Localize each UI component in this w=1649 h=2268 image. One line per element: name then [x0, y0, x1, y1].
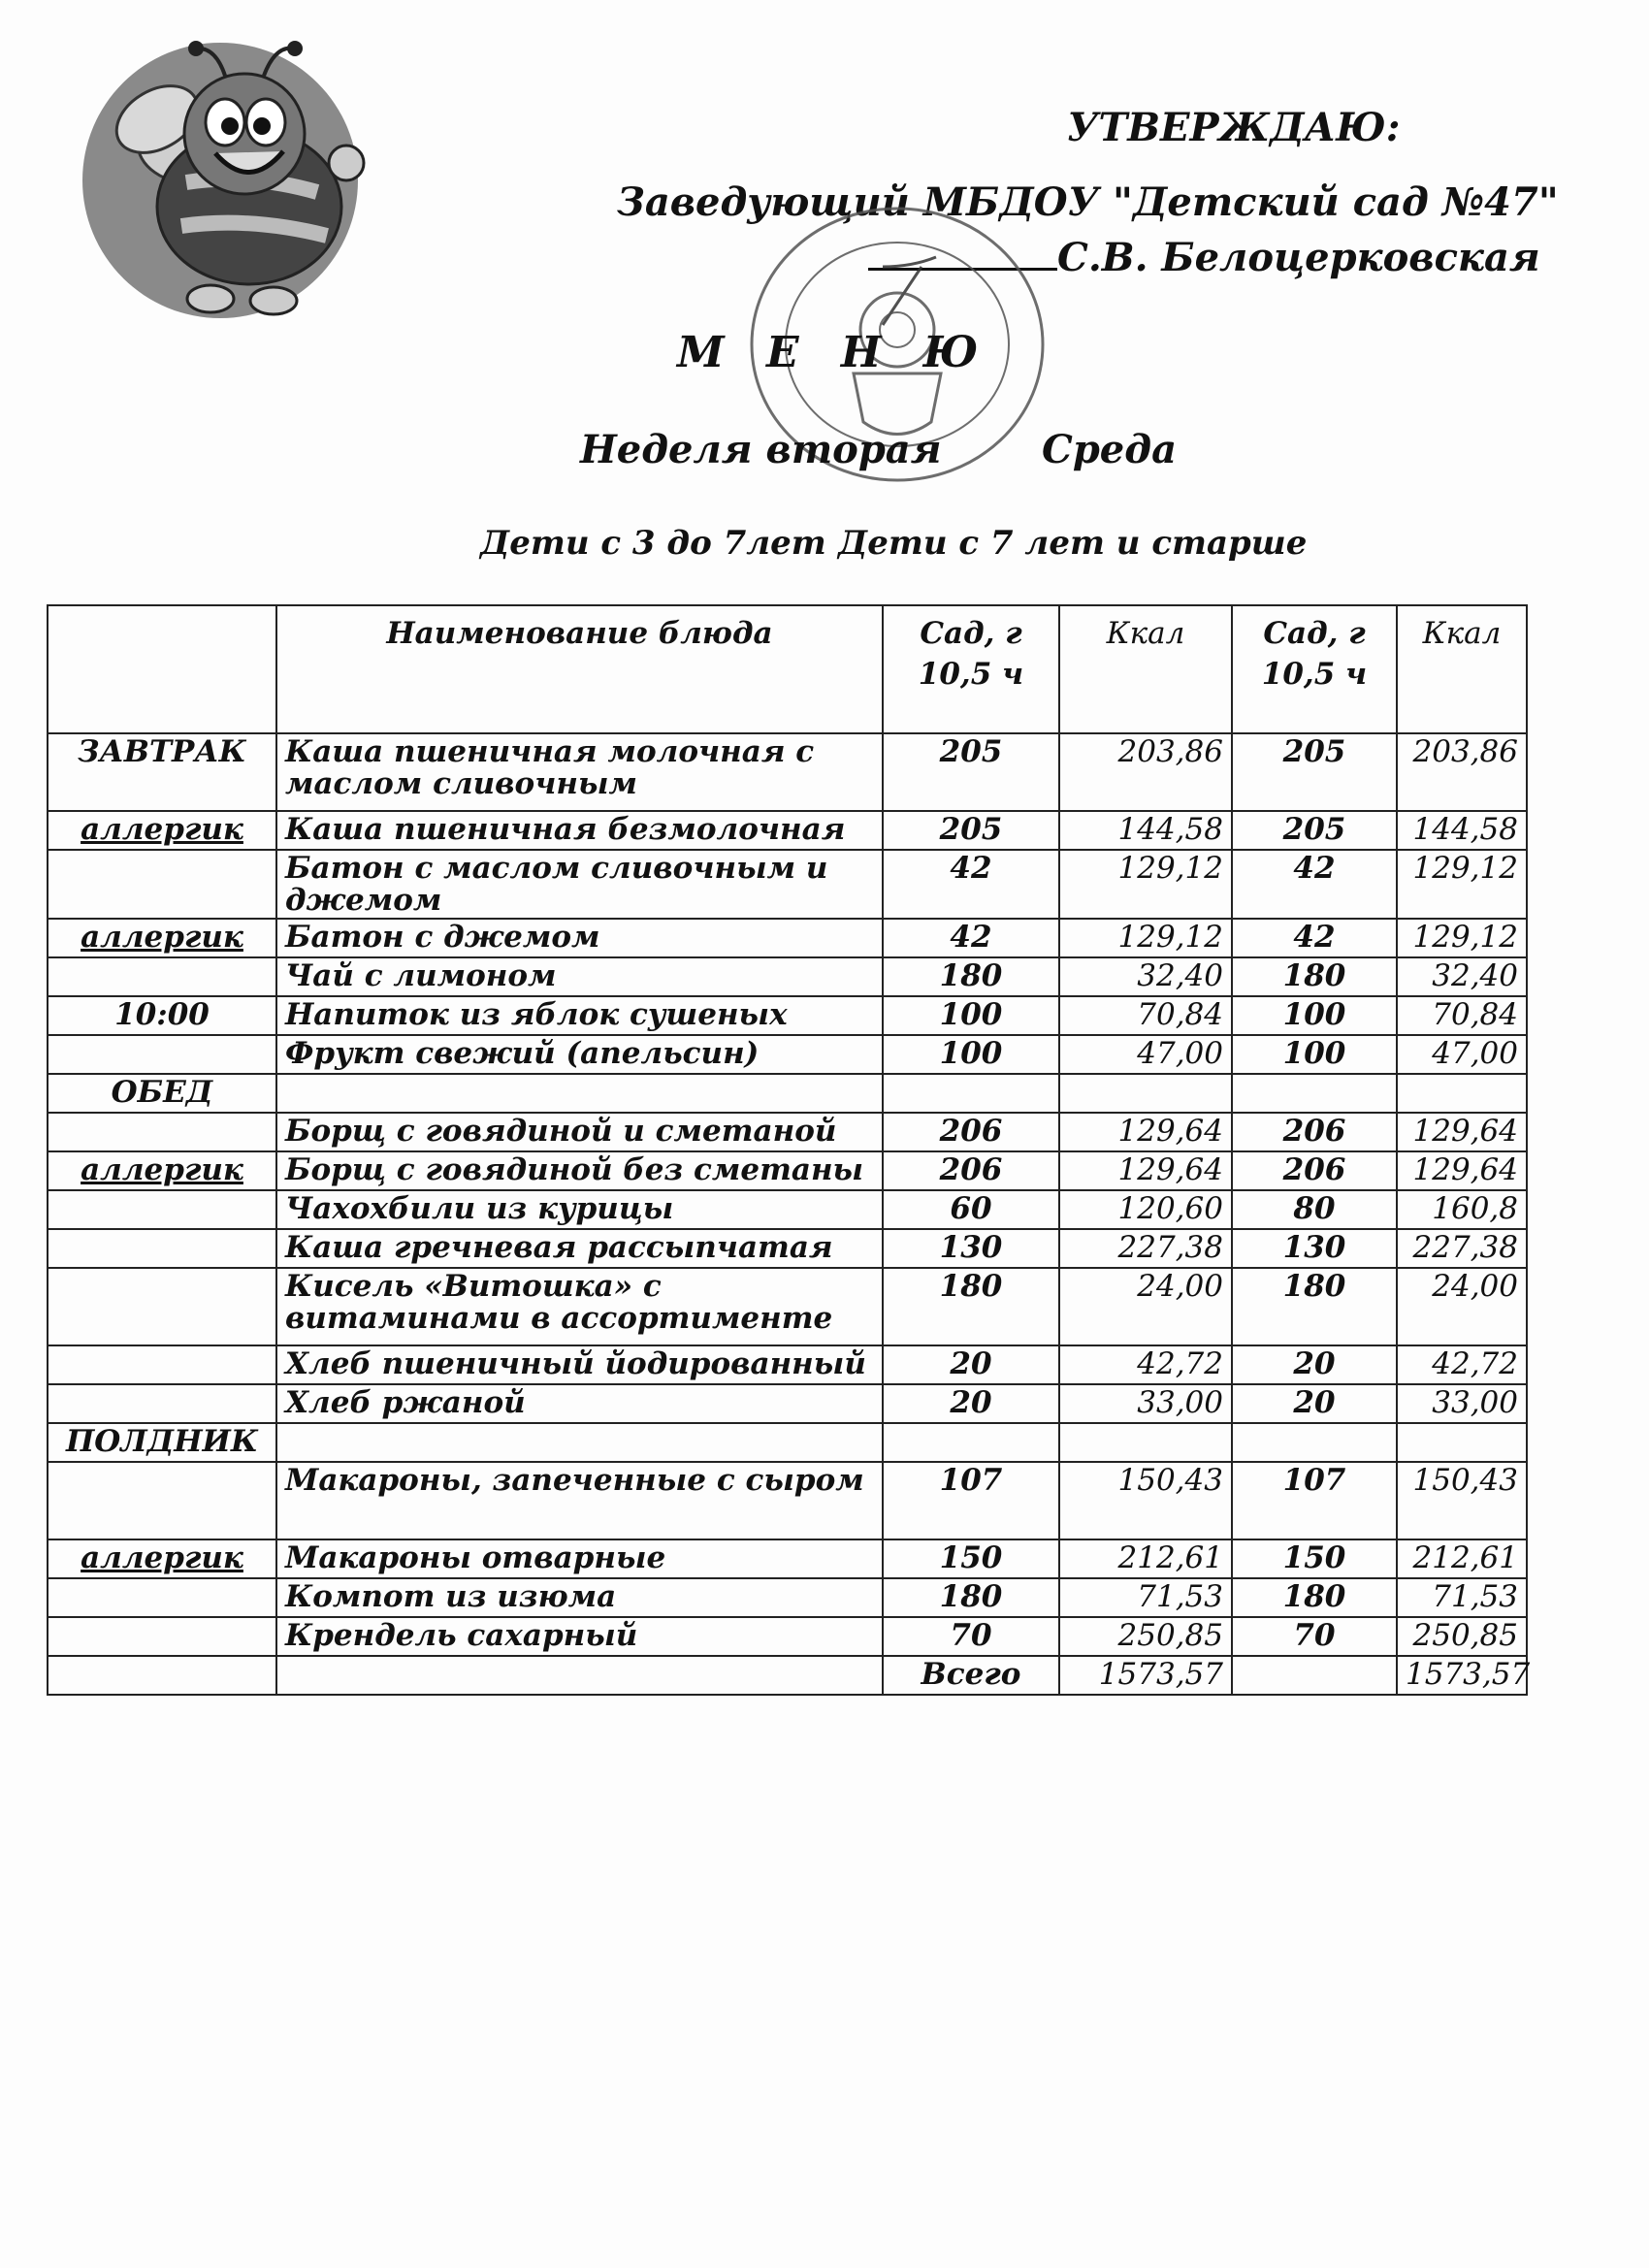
- header-dish-name: Наименование блюда: [276, 605, 883, 733]
- dish-name-cell: Хлеб пшеничный йодированный: [276, 1345, 883, 1384]
- grams-young-cell: 180: [883, 1578, 1059, 1617]
- header-kcal: Ккал: [1059, 605, 1232, 733]
- dish-name-cell: Напиток из яблок сушеных: [276, 996, 883, 1035]
- dish-name-cell: Фрукт свежий (апельсин): [276, 1035, 883, 1074]
- grams-old-cell: 70: [1232, 1617, 1397, 1656]
- kcal-old-cell: 129,12: [1397, 850, 1527, 919]
- meal-cell: [48, 1229, 276, 1268]
- kcal-old-cell: 71,53: [1397, 1578, 1527, 1617]
- grams-young-cell: 180: [883, 957, 1059, 996]
- kcal-young-cell: 71,53: [1059, 1578, 1232, 1617]
- header-kcal-2: Ккал: [1397, 605, 1527, 733]
- dish-name-cell: Чай с лимоном: [276, 957, 883, 996]
- kcal-old-cell: [1397, 1423, 1527, 1462]
- grams-old-cell: 180: [1232, 957, 1397, 996]
- dish-name-cell: Борщ с говядиной без сметаны: [276, 1151, 883, 1190]
- kcal-old-cell: 129,64: [1397, 1113, 1527, 1151]
- table-row: [48, 996, 1527, 1035]
- table-row: [48, 1190, 1527, 1229]
- kcal-old-cell: 42,72: [1397, 1345, 1527, 1384]
- kcal-young-cell: 129,64: [1059, 1113, 1232, 1151]
- kcal-old-cell: 24,00: [1397, 1268, 1527, 1345]
- grams-old-cell: 80: [1232, 1190, 1397, 1229]
- meal-cell: аллергик: [48, 1151, 276, 1190]
- dish-name-cell: Каша пшеничная молочная с маслом сливочным: [276, 733, 883, 811]
- grams-old-cell: 130: [1232, 1229, 1397, 1268]
- dish-name-cell: Крендель сахарный: [276, 1617, 883, 1656]
- grams-young-cell: 107: [883, 1462, 1059, 1539]
- kcal-old-cell: 160,8: [1397, 1190, 1527, 1229]
- kcal-young-cell: 129,64: [1059, 1151, 1232, 1190]
- kcal-young-cell: 47,00: [1059, 1035, 1232, 1074]
- grams-old-cell: 20: [1232, 1384, 1397, 1423]
- table-row: [48, 919, 1527, 957]
- table-row: [48, 1578, 1527, 1617]
- meal-cell: [48, 1035, 276, 1074]
- table-row: [48, 850, 1527, 919]
- kcal-old-cell: 129,12: [1397, 919, 1527, 957]
- dish-name-cell: Макароны отварные: [276, 1539, 883, 1578]
- grams-old-cell: 107: [1232, 1462, 1397, 1539]
- grams-young-cell: 20: [883, 1345, 1059, 1384]
- grams-old-cell: 150: [1232, 1539, 1397, 1578]
- header-garden-grams: Сад, г 10,5 ч: [883, 605, 1059, 733]
- grams-young-cell: [883, 1423, 1059, 1462]
- total-empty-2: [276, 1656, 883, 1695]
- kcal-old-cell: 250,85: [1397, 1617, 1527, 1656]
- meal-cell: [48, 850, 276, 919]
- kcal-young-cell: 70,84: [1059, 996, 1232, 1035]
- table-row: [48, 1074, 1527, 1113]
- kcal-young-cell: 150,43: [1059, 1462, 1232, 1539]
- table-row: [48, 1423, 1527, 1462]
- kcal-young-cell: 42,72: [1059, 1345, 1232, 1384]
- dish-name-cell: Борщ с говядиной и сметаной: [276, 1113, 883, 1151]
- approval-title: УТВЕРЖДАЮ:: [1067, 105, 1401, 150]
- approval-position: Заведующий МБДОУ "Детский сад №47": [617, 179, 1559, 225]
- grams-old-cell: 180: [1232, 1578, 1397, 1617]
- kcal-old-cell: 47,00: [1397, 1035, 1527, 1074]
- meal-cell: [48, 1190, 276, 1229]
- grams-old-cell: 206: [1232, 1151, 1397, 1190]
- table-row: [48, 957, 1527, 996]
- grams-young-cell: 130: [883, 1229, 1059, 1268]
- dish-name-cell: Батон с джемом: [276, 919, 883, 957]
- kcal-old-cell: 144,58: [1397, 811, 1527, 850]
- table-row: [48, 1113, 1527, 1151]
- grams-old-cell: 180: [1232, 1268, 1397, 1345]
- grams-young-cell: 100: [883, 1035, 1059, 1074]
- grams-young-cell: 205: [883, 733, 1059, 811]
- grams-young-cell: 60: [883, 1190, 1059, 1229]
- kcal-young-cell: [1059, 1423, 1232, 1462]
- kcal-old-cell: 70,84: [1397, 996, 1527, 1035]
- grams-young-cell: 42: [883, 919, 1059, 957]
- kcal-young-cell: 144,58: [1059, 811, 1232, 850]
- age-group-old: Дети с 7 лет и старше: [838, 524, 1308, 563]
- total-kcal-old: 1573,57: [1397, 1656, 1527, 1695]
- grams-young-cell: [883, 1074, 1059, 1113]
- meal-cell: [48, 1462, 276, 1539]
- dish-name-cell: Каша гречневая рассыпчатая: [276, 1229, 883, 1268]
- table-row: [48, 1229, 1527, 1268]
- kcal-old-cell: 32,40: [1397, 957, 1527, 996]
- kcal-young-cell: 212,61: [1059, 1539, 1232, 1578]
- grams-old-cell: [1232, 1423, 1397, 1462]
- table-row: [48, 811, 1527, 850]
- menu-table-body: [48, 733, 1531, 1695]
- dish-name-cell: Хлеб ржаной: [276, 1384, 883, 1423]
- grams-old-cell: 42: [1232, 850, 1397, 919]
- meal-cell: [48, 1268, 276, 1345]
- grams-old-cell: 205: [1232, 811, 1397, 850]
- kcal-young-cell: 250,85: [1059, 1617, 1232, 1656]
- menu-table: [47, 604, 1531, 1696]
- total-label: Всего: [883, 1656, 1059, 1695]
- dish-name-cell: [276, 1423, 883, 1462]
- meal-cell: [48, 1578, 276, 1617]
- grams-young-cell: 20: [883, 1384, 1059, 1423]
- dish-name-cell: Батон с маслом сливочным и джемом: [276, 850, 883, 919]
- table-row: [48, 1462, 1527, 1539]
- menu-title: М Е Н Ю: [677, 328, 992, 377]
- meal-cell: [48, 1384, 276, 1423]
- meal-cell: аллергик: [48, 919, 276, 957]
- total-kcal-young: 1573,57: [1059, 1656, 1232, 1695]
- age-group-young: Дети с 3 до 7лет: [480, 524, 826, 563]
- grams-old-cell: 42: [1232, 919, 1397, 957]
- total-row: [48, 1656, 1527, 1695]
- kcal-young-cell: [1059, 1074, 1232, 1113]
- dish-name-cell: Чахохбили из курицы: [276, 1190, 883, 1229]
- table-row: [48, 1617, 1527, 1656]
- kcal-young-cell: 227,38: [1059, 1229, 1232, 1268]
- meal-cell: аллергик: [48, 811, 276, 850]
- grams-young-cell: 70: [883, 1617, 1059, 1656]
- kcal-young-cell: 129,12: [1059, 850, 1232, 919]
- grams-old-cell: 100: [1232, 1035, 1397, 1074]
- week-label: Неделя вторая: [580, 427, 942, 472]
- dish-name-cell: Компот из изюма: [276, 1578, 883, 1617]
- dish-name-cell: Макароны, запеченные с сыром: [276, 1462, 883, 1539]
- dish-name-cell: Каша пшеничная безмолочная: [276, 811, 883, 850]
- kcal-old-cell: 227,38: [1397, 1229, 1527, 1268]
- meal-cell: [48, 957, 276, 996]
- table-row: [48, 1539, 1527, 1578]
- approval-signature-name: С.В. Белоцерковская: [1057, 235, 1540, 280]
- grams-young-cell: 100: [883, 996, 1059, 1035]
- header-meal: [48, 605, 276, 733]
- kcal-young-cell: 120,60: [1059, 1190, 1232, 1229]
- kcal-young-cell: 32,40: [1059, 957, 1232, 996]
- table-row: [48, 733, 1527, 811]
- header-garden-grams-2: Сад, г 10,5 ч: [1232, 605, 1397, 733]
- meal-cell: [48, 1617, 276, 1656]
- meal-cell: 10:00: [48, 996, 276, 1035]
- grams-old-cell: 205: [1232, 733, 1397, 811]
- kcal-old-cell: 203,86: [1397, 733, 1527, 811]
- meal-cell: ЗАВТРАК: [48, 733, 276, 811]
- kcal-old-cell: 150,43: [1397, 1462, 1527, 1539]
- table-row: [48, 1151, 1527, 1190]
- table-row: [48, 1384, 1527, 1423]
- total-empty-1: [48, 1656, 276, 1695]
- grams-young-cell: 205: [883, 811, 1059, 850]
- kcal-old-cell: [1397, 1074, 1527, 1113]
- total-empty-3: [1232, 1656, 1397, 1695]
- table-row: [48, 1035, 1527, 1074]
- grams-young-cell: 206: [883, 1113, 1059, 1151]
- bee-logo: [50, 37, 400, 328]
- grams-young-cell: 42: [883, 850, 1059, 919]
- table-row: [48, 1268, 1527, 1345]
- meal-cell: аллергик: [48, 1539, 276, 1578]
- grams-young-cell: 150: [883, 1539, 1059, 1578]
- grams-old-cell: 20: [1232, 1345, 1397, 1384]
- dish-name-cell: [276, 1074, 883, 1113]
- kcal-young-cell: 129,12: [1059, 919, 1232, 957]
- kcal-old-cell: 212,61: [1397, 1539, 1527, 1578]
- meal-cell: [48, 1113, 276, 1151]
- grams-young-cell: 180: [883, 1268, 1059, 1345]
- kcal-young-cell: 33,00: [1059, 1384, 1232, 1423]
- meal-cell: ОБЕД: [48, 1074, 276, 1113]
- meal-cell: [48, 1345, 276, 1384]
- dish-name-cell: Кисель «Витошка» с витаминами в ассортименте: [276, 1268, 883, 1345]
- kcal-old-cell: 129,64: [1397, 1151, 1527, 1190]
- grams-old-cell: [1232, 1074, 1397, 1113]
- table-row: [48, 1345, 1527, 1384]
- grams-old-cell: 100: [1232, 996, 1397, 1035]
- kcal-young-cell: 203,86: [1059, 733, 1232, 811]
- grams-young-cell: 206: [883, 1151, 1059, 1190]
- kcal-young-cell: 24,00: [1059, 1268, 1232, 1345]
- grams-old-cell: 206: [1232, 1113, 1397, 1151]
- day-label: Среда: [1042, 427, 1177, 472]
- kcal-old-cell: 33,00: [1397, 1384, 1527, 1423]
- meal-cell: ПОЛДНИК: [48, 1423, 276, 1462]
